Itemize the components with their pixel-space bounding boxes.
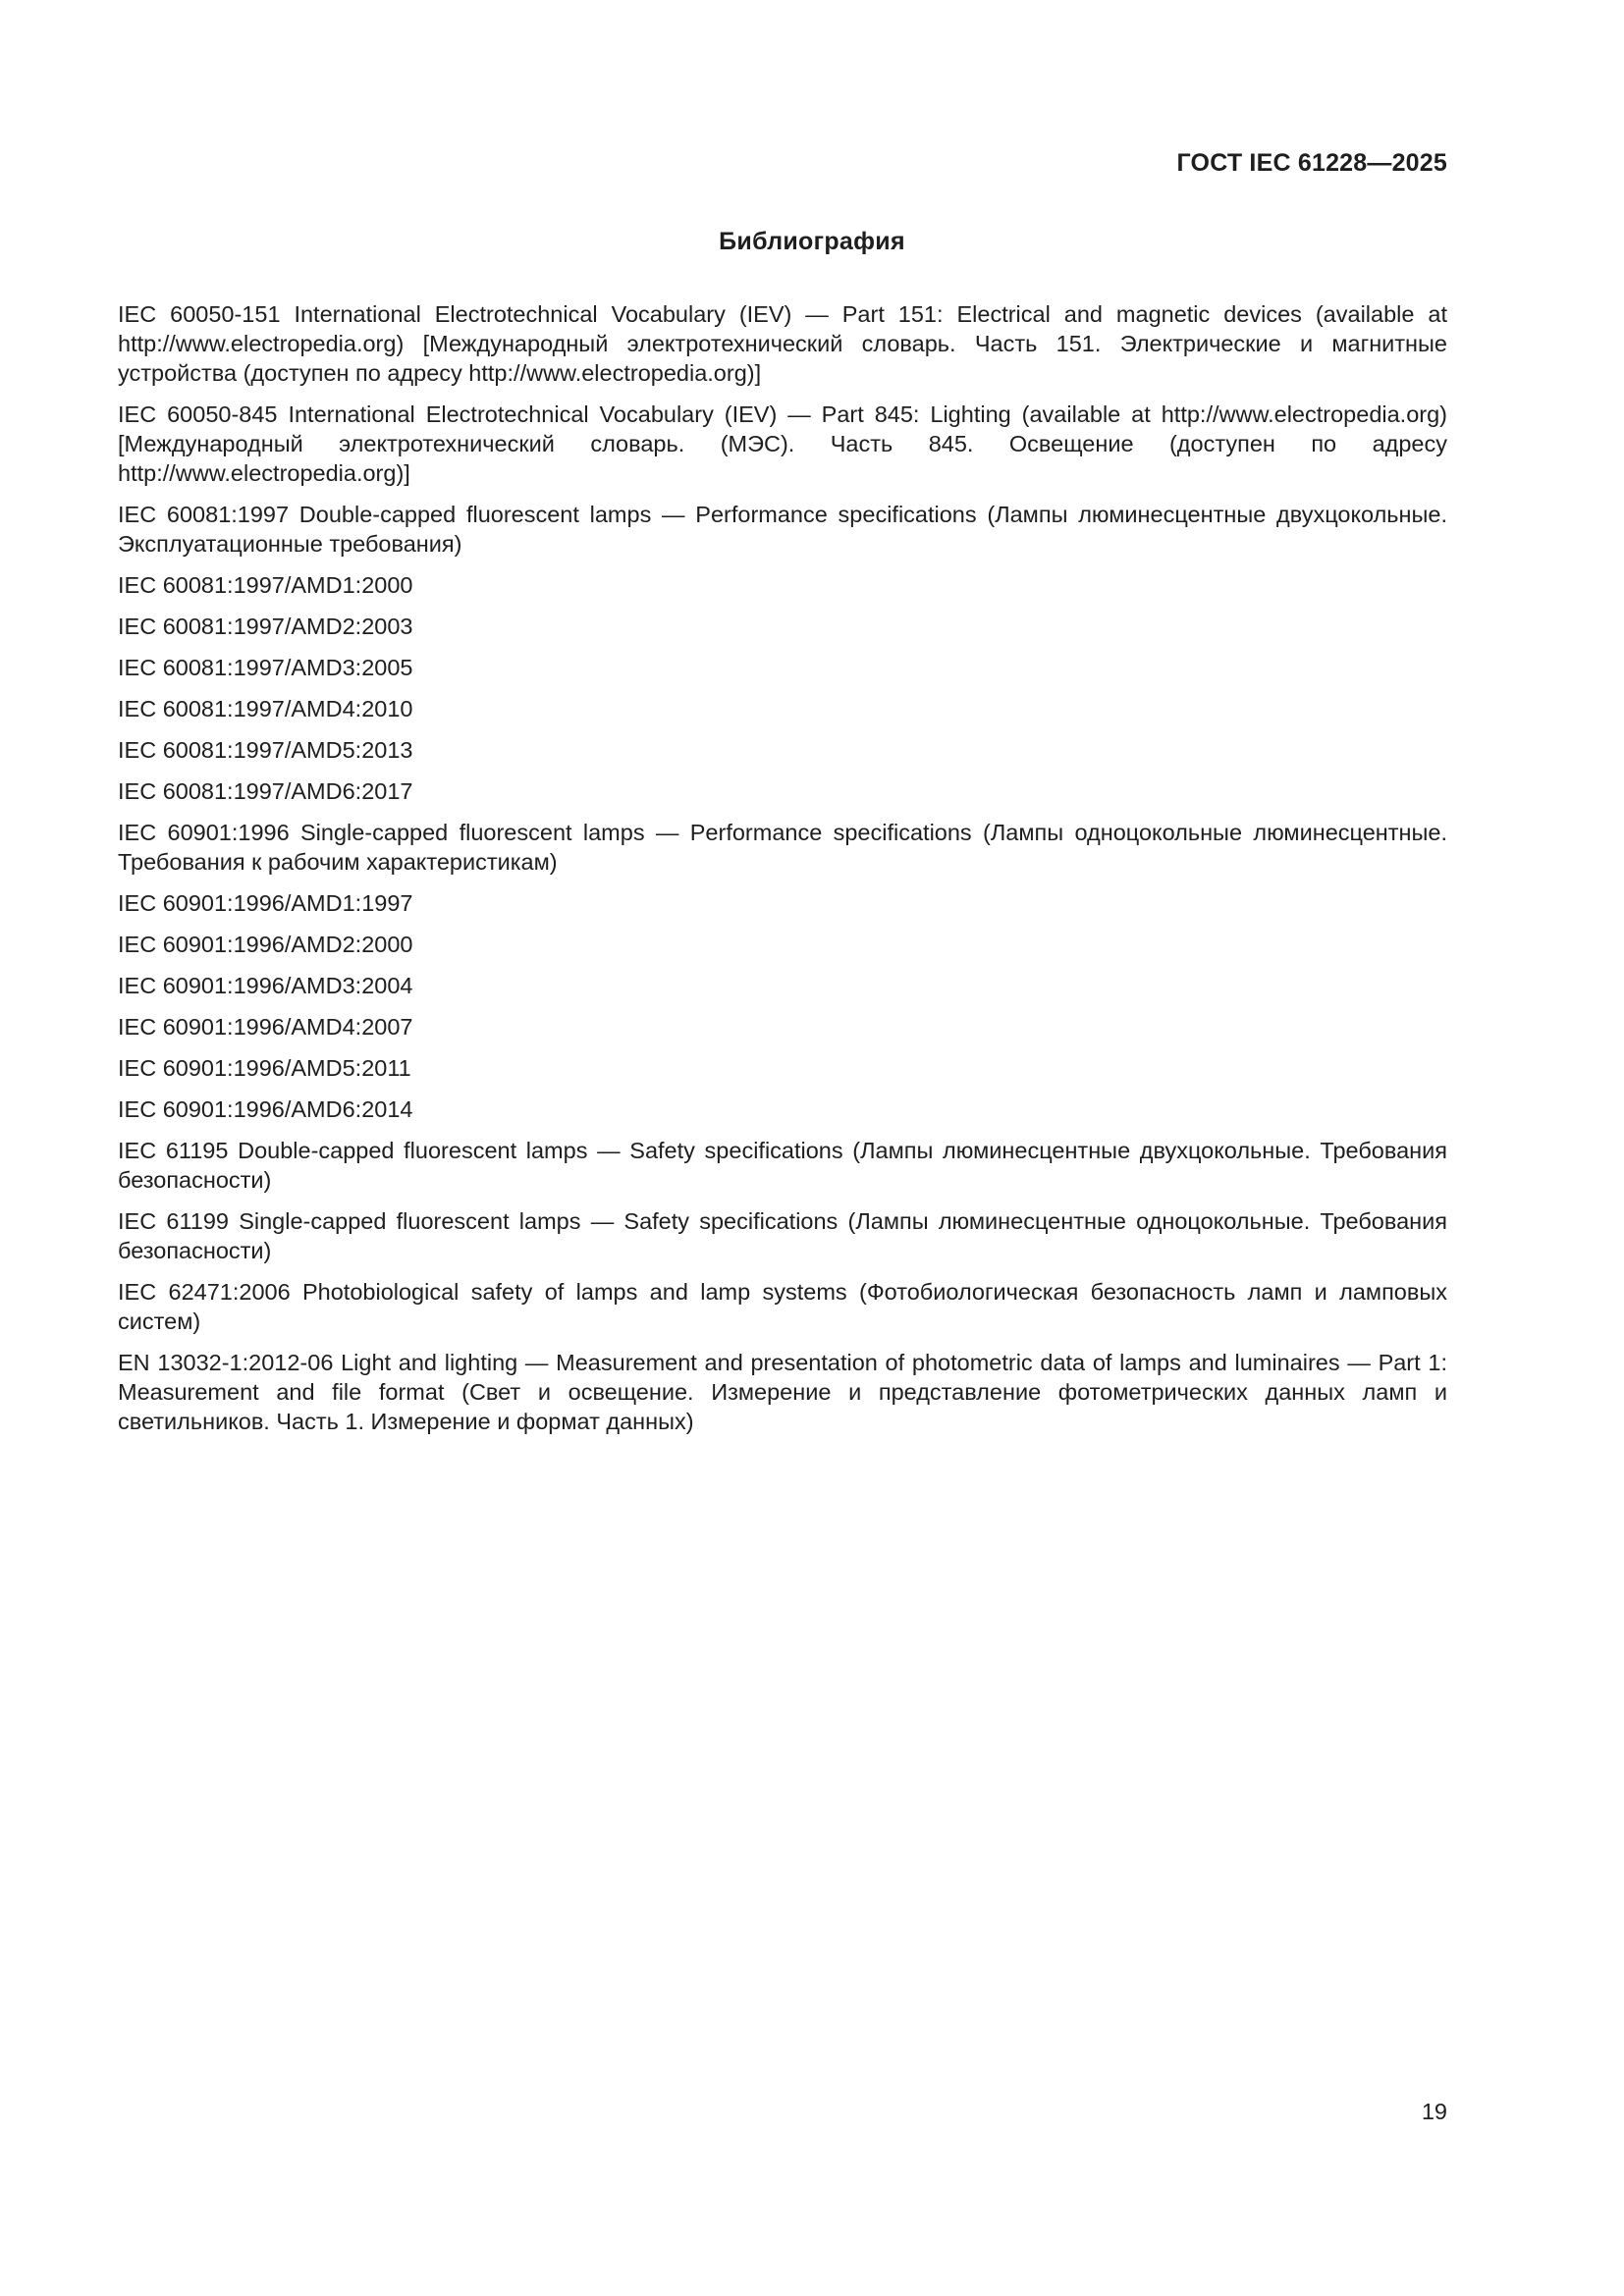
bibliography-entry: EN 13032-1:2012-06 Light and lighting — Measurement and presentation of photometric data of lamps and luminaires — Part 1: Measurement and file format (Свет и освещение. Измерение и представление фотометрических данных ламп и светильников. Часть 1. Измерение и формат данных) [118, 1350, 1447, 1434]
bibliography-entry: IEC 61199 Single-capped fluorescent lamps — Safety specifications (Лампы люминесцентные одноцокольные. Требования безопасности) [118, 1208, 1447, 1263]
document-code: ГОСТ IEC 61228—2025 [1176, 149, 1447, 177]
bibliography-entry: IEC 60050-845 International Electrotechnical Vocabulary (IEV) — Part 845: Lighting (available at http://www.electropedia.org) [Международный электротехнический словарь. (МЭС). Часть 845. Освещение (доступен по адресу http://www.electropedia.org)] [118, 401, 1447, 486]
bibliography-entry: IEC 62471:2006 Photobiological safety of lamps and lamp systems (Фотобиологическая безопасность ламп и ламповых систем) [118, 1279, 1447, 1334]
bibliography-entry: IEC 60081:1997/AMD2:2003 [118, 614, 413, 639]
bibliography-entry: IEC 60901:1996 Single-capped fluorescent lamps — Performance specifications (Лампы одноцокольные люминесцентные. Требования к рабочим характеристикам) [118, 820, 1447, 875]
bibliography-entry: IEC 60081:1997/AMD3:2005 [118, 655, 413, 680]
bibliography-entry: IEC 60901:1996/AMD4:2007 [118, 1014, 413, 1040]
bibliography-entry: IEC 60901:1996/AMD3:2004 [118, 973, 413, 998]
bibliography-entry: IEC 60081:1997/AMD5:2013 [118, 737, 413, 763]
bibliography-entry: IEC 60901:1996/AMD1:1997 [118, 890, 413, 916]
bibliography-entry: IEC 60081:1997/AMD6:2017 [118, 778, 413, 804]
bibliography-entry: IEC 60050-151 International Electrotechnical Vocabulary (IEV) — Part 151: Electrical and magnetic devices (available at http://www.electropedia.org) [Международный электротехнический словарь. Часть 151. Электрические и магнитные устройства (доступен по адресу http://www.electropedia.org)] [118, 301, 1447, 386]
bibliography-entry: IEC 60901:1996/AMD5:2011 [118, 1055, 411, 1081]
bibliography-list [118, 299, 1447, 1448]
page-number: 19 [1421, 2099, 1447, 2124]
bibliography-entry: IEC 60901:1996/AMD2:2000 [118, 932, 413, 957]
section-title: Библиография [719, 228, 905, 255]
bibliography-entry: IEC 60081:1997 Double-capped fluorescent lamps — Performance specifications (Лампы люминесцентные двухцокольные. Эксплуатационные требования) [118, 502, 1447, 557]
bibliography-entry: IEC 60081:1997/AMD4:2010 [118, 696, 413, 721]
bibliography-entry: IEC 60901:1996/AMD6:2014 [118, 1096, 413, 1122]
bibliography-entry: IEC 60081:1997/AMD1:2000 [118, 572, 413, 598]
bibliography-entry: IEC 61195 Double-capped fluorescent lamps — Safety specifications (Лампы люминесцентные двухцокольные. Требования безопасности) [118, 1138, 1447, 1193]
